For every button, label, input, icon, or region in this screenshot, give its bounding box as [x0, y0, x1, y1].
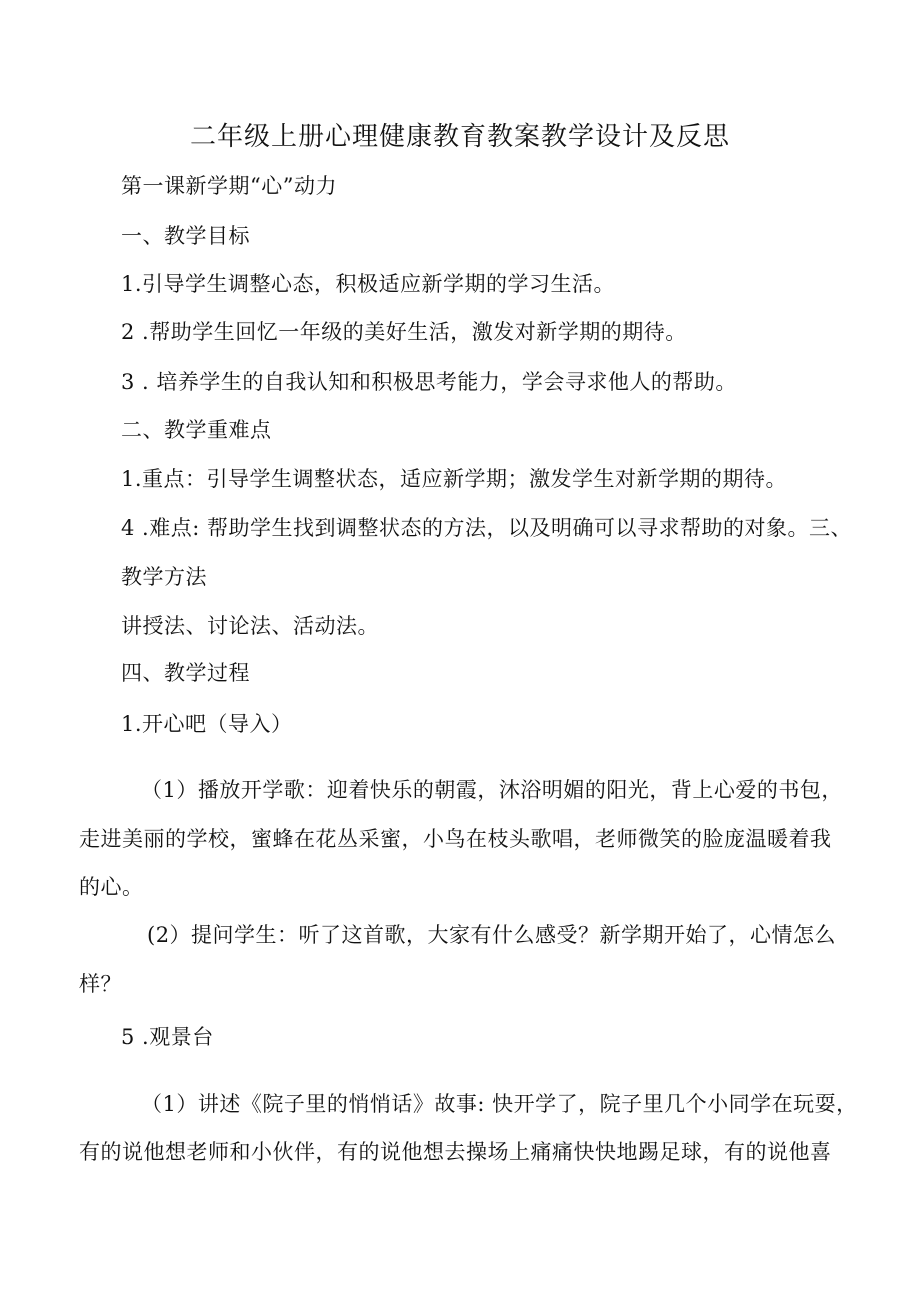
section-heading-process: 四、教学过程: [121, 661, 250, 685]
paragraph-line: 的心。: [79, 875, 144, 899]
paragraph-line: 样？: [79, 972, 122, 996]
paragraph-line: （1）播放开学歌：迎着快乐的朝霞，沐浴明媚的阳光，背上心爱的书包，: [141, 778, 843, 802]
section-heading-goals: 一、教学目标: [121, 224, 250, 248]
key-point-item: 1.重点：引导学生调整状态，适应新学期；激发学生对新学期的期待。: [121, 467, 788, 491]
goal-item-3: 3 . 培养学生的自我认知和积极思考能力，学会寻求他人的帮助。: [121, 370, 737, 394]
section-heading-methods: 教学方法: [121, 565, 207, 589]
goal-item-1: 1.引导学生调整心态，积极适应新学期的学习生活。: [121, 272, 616, 296]
paragraph-line: (2）提问学生：听了这首歌，大家有什么感受？新学期开始了，心情怎么: [147, 923, 837, 947]
step-heading-observation: 5 .观景台: [121, 1025, 214, 1049]
lesson-title: 第一课新学期“心”动力: [121, 174, 337, 198]
step-heading-warmup: 1.开心吧（导入）: [121, 712, 293, 736]
section-heading-key-points: 二、教学重难点: [121, 418, 272, 442]
goal-item-2: 2 .帮助学生回忆一年级的美好生活，激发对新学期的期待。: [121, 320, 687, 344]
document-title: 二年级上册心理健康教育教案教学设计及反思: [189, 122, 730, 152]
methods-text: 讲授法、讨论法、活动法。: [121, 614, 379, 638]
paragraph-line: （1）讲述《院子里的悄悄话》故事: 快开学了，院子里几个小同学在玩耍，: [141, 1092, 858, 1116]
paragraph-line: 走进美丽的学校，蜜蜂在花丛采蜜，小鸟在枝头歌唱，老师微笑的脸庞温暖着我: [79, 827, 832, 851]
paragraph-line: 有的说他想老师和小伙伴，有的说他想去操场上痛痛快快地踢足球，有的说他喜: [79, 1140, 832, 1164]
difficulty-item-line: 4 .难点: 帮助学生找到调整状态的方法，以及明确可以寻求帮助的对象。三、: [121, 516, 852, 540]
